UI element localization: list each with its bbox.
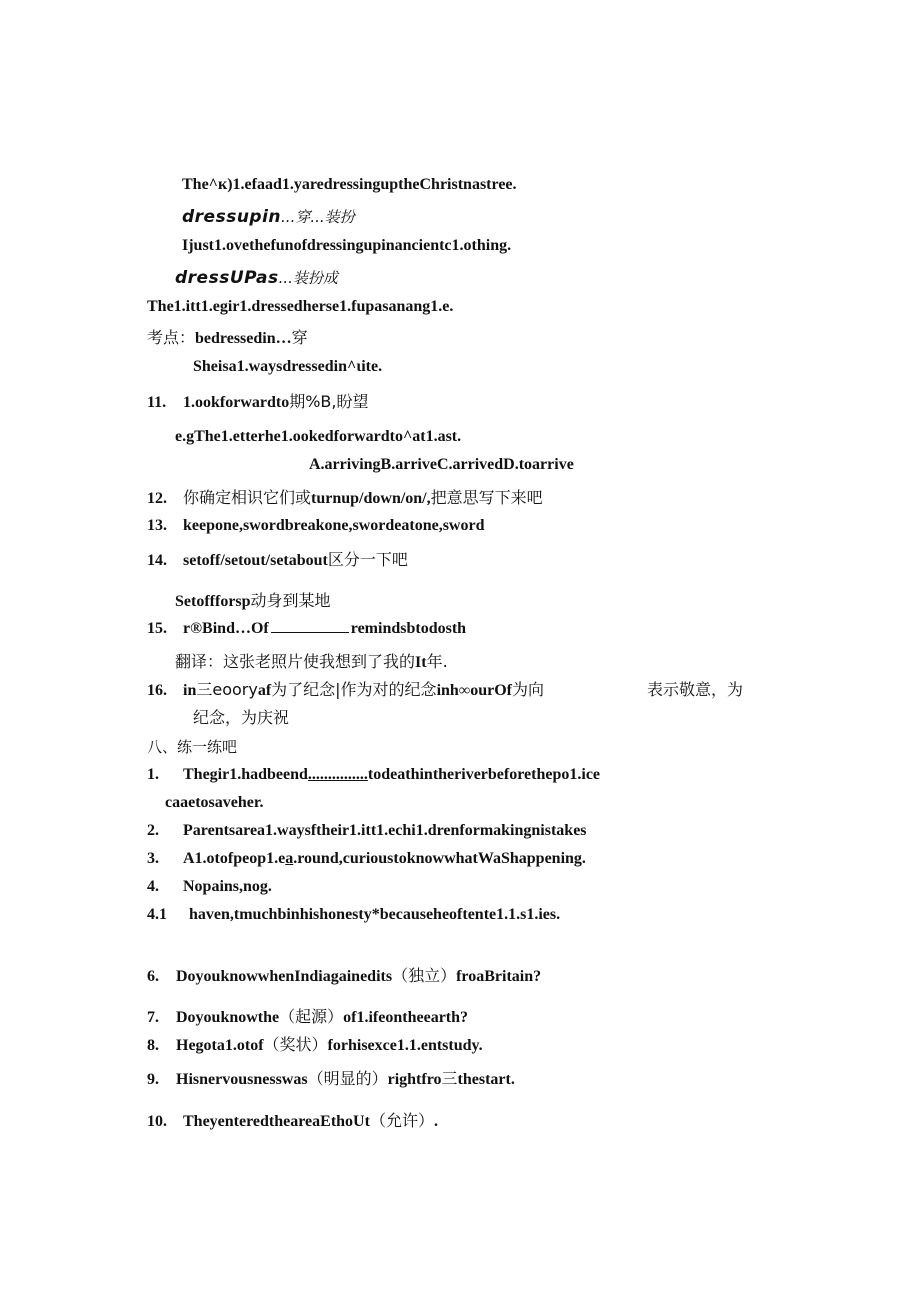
item-text: Thegir1.hadbeend xyxy=(183,766,308,783)
phrase-heading xyxy=(182,206,355,229)
item-meaning: 期%B,盼望 xyxy=(289,392,369,411)
item-text: Nopains,nog. xyxy=(183,878,272,895)
item-number: 2. xyxy=(147,822,159,839)
item-text: 三 xyxy=(441,1069,458,1088)
item-number: 3. xyxy=(147,850,159,867)
item-16-meaning-cont xyxy=(647,679,743,701)
translation-text: It xyxy=(415,654,427,671)
key-point-label: 考点： xyxy=(147,328,196,347)
item-text: Hegota1.otof xyxy=(176,1037,264,1054)
item-text: of1.ifeontheearth? xyxy=(343,1009,469,1026)
item-hint: （允许） xyxy=(369,1111,434,1130)
answer-options xyxy=(309,454,574,476)
phrase-term: Setoffforsp xyxy=(175,593,251,610)
item-13 xyxy=(147,515,484,537)
item-number: 6. xyxy=(147,968,159,985)
item-number: 14. xyxy=(147,552,167,569)
example-sentence xyxy=(147,296,453,318)
practice-item-9 xyxy=(147,1068,515,1091)
item-number: 12. xyxy=(147,490,167,507)
example-sentence xyxy=(182,174,517,196)
item-phrase: turnup/down/on/, xyxy=(311,490,431,507)
phrase-note xyxy=(175,590,331,613)
item-text: froaBritain? xyxy=(456,968,542,985)
item-meaning: 为向 xyxy=(511,680,544,699)
translation-text: 年. xyxy=(426,652,448,671)
item-phrase: keepone,swordbreakone,swordeatone,sword xyxy=(183,517,485,534)
phrase-meaning: ...穿...装扮 xyxy=(281,208,355,226)
item-number: 7. xyxy=(147,1009,159,1026)
item-text: rightfro xyxy=(387,1071,442,1088)
item-hint: （起源） xyxy=(279,1007,344,1026)
practice-item-1-cont xyxy=(165,792,264,814)
item-14 xyxy=(147,549,408,572)
example-text: The1.itt1.egir1.dressedherse1.fupasanang1.e. xyxy=(147,298,454,315)
item-text: Doyouknowthe xyxy=(176,1009,280,1026)
item-phrase: inh∞ourOf xyxy=(436,682,512,699)
item-number: 13. xyxy=(147,517,167,534)
practice-item-3 xyxy=(147,848,586,870)
phrase-meaning: 动身到某地 xyxy=(250,591,331,610)
item-phrase: 三eoory xyxy=(196,680,258,699)
item-text: haven,tmuchbinhishonesty*becauseheoftente1.1.s1.ies. xyxy=(189,906,561,923)
item-text: .round,curioustoknowwhatWaShappening. xyxy=(293,850,586,867)
practice-item-10 xyxy=(147,1110,438,1133)
item-number: 9. xyxy=(147,1071,159,1088)
item-hint: （明显的） xyxy=(307,1069,388,1088)
item-phrase: setoff/setout/setabout xyxy=(183,552,328,569)
item-text: DoyouknowwhenIndiagainedits xyxy=(176,968,393,985)
item-instruction: 把意思写下来吧 xyxy=(430,488,543,507)
fill-in-blank[interactable] xyxy=(271,618,349,633)
practice-item-2 xyxy=(147,820,587,842)
item-instruction: 区分一下吧 xyxy=(327,550,408,569)
item-phrase: in xyxy=(183,682,197,699)
item-number: 4.1 xyxy=(147,906,167,923)
item-phrase: remindsbtodosth xyxy=(350,620,467,637)
example-text: Ijust1.ovethefunofdressingupinancientc1.othing. xyxy=(182,237,512,254)
item-number: 8. xyxy=(147,1037,159,1054)
section-heading xyxy=(147,736,237,758)
key-point xyxy=(147,327,308,350)
translation-text: 翻译：这张老照片使我想到了我的 xyxy=(175,652,416,671)
phrase-term: dressUPas xyxy=(175,268,279,288)
key-point-phrase: bedressedin… xyxy=(195,330,292,347)
example-sentence xyxy=(182,235,511,257)
phrase-heading xyxy=(175,267,338,290)
item-11 xyxy=(147,391,369,414)
example-sentence xyxy=(193,356,382,378)
item-number: 4. xyxy=(147,878,159,895)
item-hint: （独立） xyxy=(392,966,457,985)
item-phrase: r®Bind…Of xyxy=(183,620,269,637)
item-text: forhisexce1.1.entstudy. xyxy=(327,1037,483,1054)
item-meaning: 纪念，为庆祝 xyxy=(193,708,290,727)
item-text: todeathintheriverbeforethepo1.ice xyxy=(367,766,601,783)
example-text: Sheisa1.waysdressedin^ιite. xyxy=(193,358,383,375)
fill-in-blank[interactable]: a xyxy=(285,850,294,867)
practice-item-5 xyxy=(147,904,560,926)
item-text: caaetosaveher. xyxy=(165,794,264,811)
phrase-term: dressupin xyxy=(182,207,282,227)
section-title: 八、练一练吧 xyxy=(147,738,238,756)
key-point-meaning: 穿 xyxy=(291,328,308,347)
practice-item-8 xyxy=(147,1034,483,1057)
item-hint: （奖状） xyxy=(263,1035,328,1054)
item-number: 11. xyxy=(147,394,167,411)
practice-item-1 xyxy=(147,764,600,786)
example-sentence xyxy=(175,426,461,448)
item-text: TheyenteredtheareaEthoUt xyxy=(183,1113,370,1130)
item-15 xyxy=(147,618,466,640)
item-number: 16. xyxy=(147,682,167,699)
item-number: 1. xyxy=(147,766,159,783)
item-meaning: 为了纪念|作为对的纪念 xyxy=(271,680,437,699)
fill-in-blank[interactable]: ............... xyxy=(307,766,368,783)
item-text: Hisnervousnesswas xyxy=(176,1071,308,1088)
practice-item-7 xyxy=(147,1006,468,1029)
item-phrase: af xyxy=(257,682,272,699)
item-text: thestart. xyxy=(457,1071,515,1088)
practice-item-6 xyxy=(147,965,541,988)
example-text: The^к)1.efaad1.yaredressingupthеChristnastree. xyxy=(182,176,517,193)
item-phrase: 1.ookforwardto xyxy=(183,394,290,411)
item-instruction: 你确定相识它们或 xyxy=(183,488,312,507)
item-16-meaning-line2 xyxy=(193,707,289,729)
example-text: e.gThe1.etterhe1.ookedforwardto^at1.ast. xyxy=(175,428,462,445)
item-12 xyxy=(147,487,543,510)
item-number: 10. xyxy=(147,1113,167,1130)
practice-item-4 xyxy=(147,876,272,898)
options-text: A.arrivingB.arriveC.arrivedD.toarrive xyxy=(309,456,574,473)
item-text: A1.otofpeop1.e xyxy=(183,850,286,867)
item-16 xyxy=(147,679,544,702)
item-meaning: 表示敬意，为 xyxy=(647,680,744,699)
item-number: 15. xyxy=(147,620,167,637)
translation-task xyxy=(175,651,448,674)
item-text: Parentsarea1.waysftheir1.itt1.echi1.drenformakingnistakes xyxy=(183,822,587,839)
item-text: . xyxy=(433,1113,438,1130)
phrase-meaning: ...装扮成 xyxy=(278,269,338,287)
